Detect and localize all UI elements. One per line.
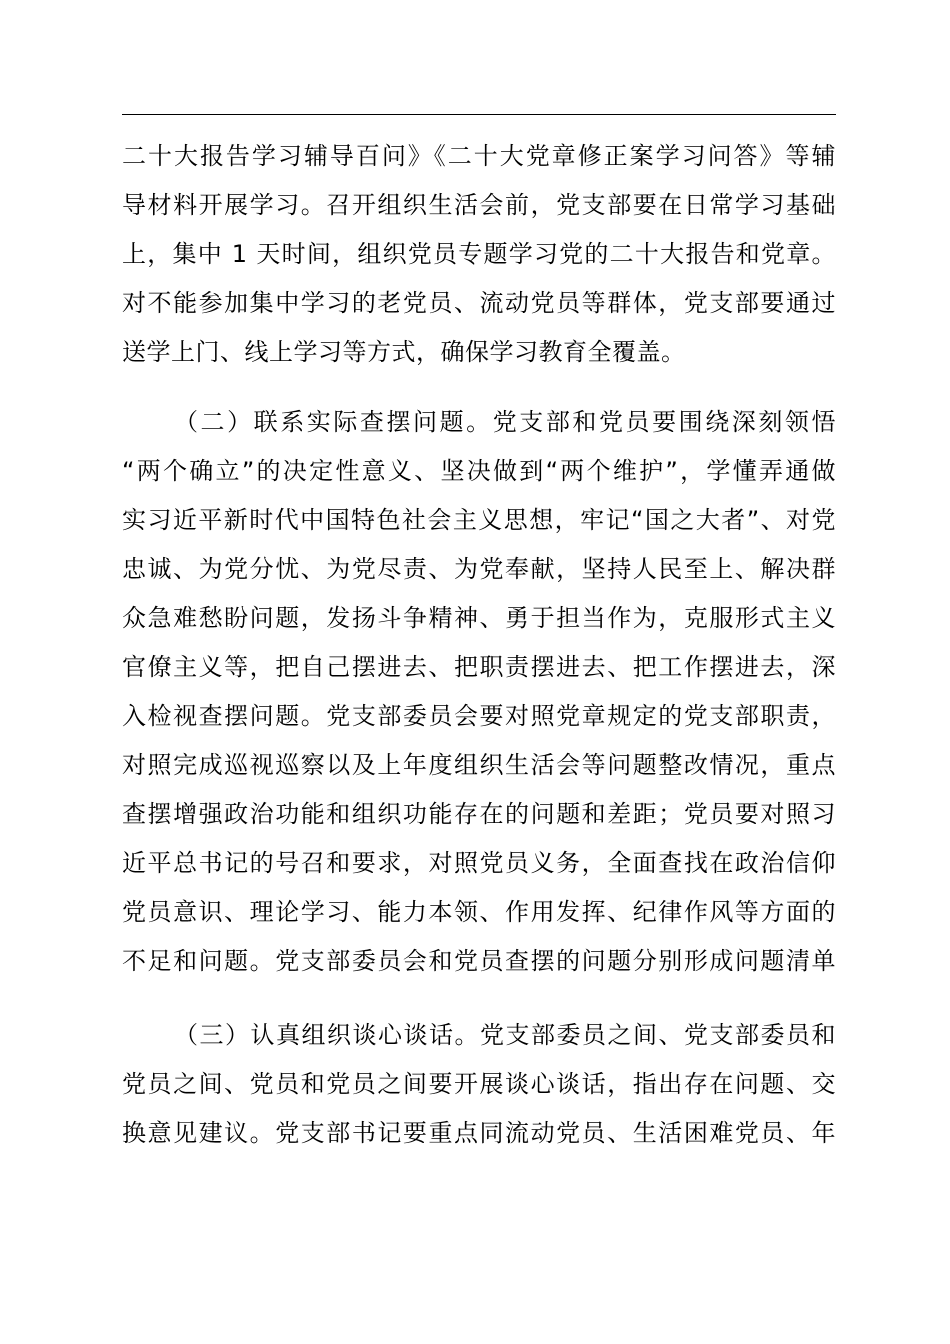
text-line: 查摆增强政治功能和组织功能存在的问题和差距；党员要对照习	[122, 800, 836, 828]
paragraph-section-2	[122, 398, 836, 986]
text-line: 党员意识、理论学习、能力本领、作用发挥、纪律作风等方面的	[122, 898, 836, 926]
header-rule	[122, 114, 836, 115]
text-line: 对照完成巡视巡察以及上年度组织生活会等问题整改情况，重点	[122, 751, 836, 779]
text-line: 二十大报告学习辅导百问》《二十大党章修正案学习问答》等辅	[122, 142, 836, 170]
text-line: 入检视查摆问题。党支部委员会要对照党章规定的党支部职责，	[122, 702, 836, 730]
paragraph-section-3	[122, 1011, 836, 1158]
text-line: 导材料开展学习。召开组织生活会前，党支部要在日常学习基础	[122, 191, 836, 219]
text-line: 送学上门、线上学习等方式，确保学习教育全覆盖。	[122, 338, 686, 366]
section-heading-line: （二）联系实际查摆问题。党支部和党员要围绕深刻领悟	[174, 408, 836, 436]
text-line: 不足和问题。党支部委员会和党员查摆的问题分别形成问题清单	[122, 947, 836, 975]
text-line: “两个确立”的决定性意义、坚决做到“两个维护”，学懂弄通做	[122, 457, 836, 485]
text-line: 官僚主义等，把自己摆进去、把职责摆进去、把工作摆进去，深	[122, 653, 836, 681]
section-heading-line: （三）认真组织谈心谈话。党支部委员之间、党支部委员和	[174, 1021, 836, 1049]
text-line: 对不能参加集中学习的老党员、流动党员等群体，党支部要通过	[122, 289, 836, 317]
text-line: 换意见建议。党支部书记要重点同流动党员、生活困难党员、年	[122, 1119, 836, 1147]
text-line: 党员之间、党员和党员之间要开展谈心谈话，指出存在问题、交	[122, 1070, 836, 1098]
text-line: 近平总书记的号召和要求，对照党员义务，全面查找在政治信仰	[122, 849, 836, 877]
text-line: 实习近平新时代中国特色社会主义思想，牢记“国之大者”、对党	[122, 506, 836, 534]
text-line: 上，集中 1 天时间，组织党员专题学习党的二十大报告和党章。	[122, 240, 836, 268]
paragraph-study-continuation	[122, 132, 836, 377]
text-line: 众急难愁盼问题，发扬斗争精神、勇于担当作为，克服形式主义	[122, 604, 836, 632]
text-line: 忠诚、为党分忧、为党尽责、为党奉献，坚持人民至上、解决群	[122, 555, 836, 583]
